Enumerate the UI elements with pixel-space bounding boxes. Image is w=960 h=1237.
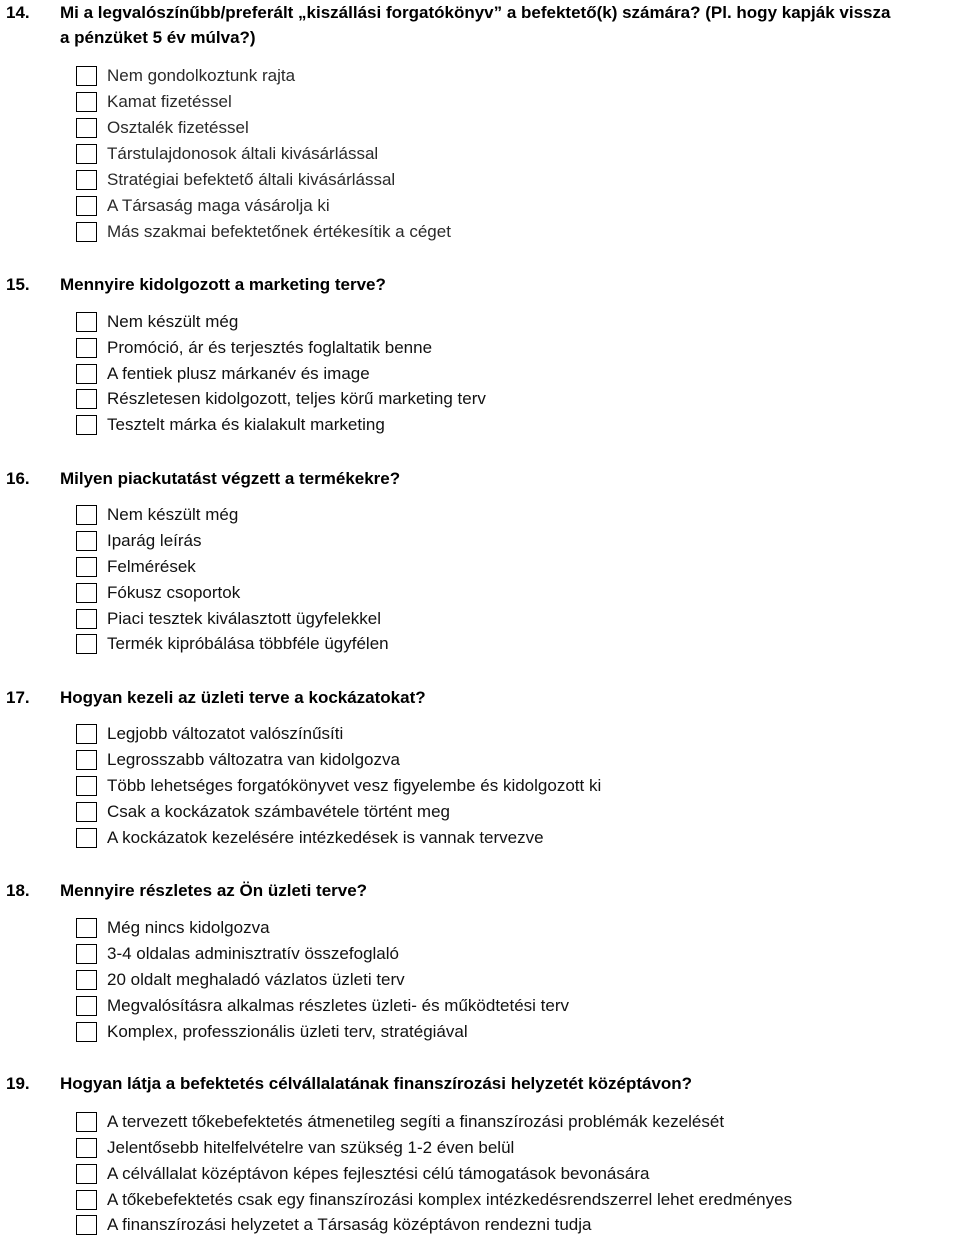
checkbox[interactable] [76,364,97,384]
option-item[interactable] [76,801,956,824]
option-item[interactable] [76,221,956,244]
option-label: Piaci tesztek kiválasztott ügyfelekkel [107,609,382,628]
checkbox[interactable] [76,338,97,358]
option-item[interactable] [76,582,956,605]
checkbox[interactable] [76,802,97,822]
option-label: Részletesen kidolgozott, teljes körű marketing terv [107,389,486,408]
option-label: 3-4 oldalas adminisztratív összefoglaló [107,944,399,963]
option-label: A tőkebefektetés csak egy finanszírozási komplex intézkedésrendszerrel lehet eredményes [107,1190,793,1209]
checkbox[interactable] [76,312,97,332]
option-label: Felmérések [107,557,196,576]
option-label: Jelentősebb hitelfelvételre van szükség 1-2 éven belül [107,1138,515,1157]
question-header [0,685,960,711]
question-19 [0,1071,960,1234]
checkbox[interactable] [76,776,97,796]
option-item[interactable] [76,608,956,631]
checkbox[interactable] [76,170,97,190]
checkbox[interactable] [76,1138,97,1158]
option-item[interactable] [76,723,956,746]
option-item[interactable] [76,1163,956,1186]
option-item[interactable] [76,530,956,553]
checkbox[interactable] [76,609,97,629]
option-item[interactable] [76,414,956,437]
question-14 [0,0,960,241]
option-item[interactable] [76,1189,956,1212]
option-label: Iparág leírás [107,531,202,550]
option-item[interactable] [76,633,956,656]
checkbox[interactable] [76,1190,97,1210]
checkbox[interactable] [76,92,97,112]
checkbox[interactable] [76,1164,97,1184]
option-item[interactable] [76,363,956,386]
question-15 [0,272,960,434]
option-label: Nem készült még [107,505,239,524]
option-label: Termék kipróbálása többféle ügyfélen [107,634,389,653]
option-label: 20 oldalt meghaladó vázlatos üzleti terv [107,970,405,989]
checkbox[interactable] [76,118,97,138]
option-item[interactable] [76,917,956,940]
question-number: 14. [6,3,30,22]
option-item[interactable] [76,943,956,966]
option-item[interactable] [76,995,956,1018]
question-title: Milyen piackutatást végzett a termékekre? [60,469,401,488]
option-label: Nem készült még [107,312,239,331]
option-item[interactable] [76,1214,956,1237]
option-item[interactable] [76,65,956,88]
checkbox[interactable] [76,1215,97,1235]
option-label: A kockázatok kezelésére intézkedések is vannak tervezve [107,828,544,847]
checkbox[interactable] [76,505,97,525]
checkbox[interactable] [76,531,97,551]
question-title: Hogyan látja a befektetés célvállalatának finanszírozási helyzetét középtávon? [60,1074,693,1093]
checkbox[interactable] [76,66,97,86]
option-label: Csak a kockázatok számbavétele történt meg [107,802,450,821]
option-label: Más szakmai befektetőnek értékesítik a céget [107,222,451,241]
question-number: 17. [6,688,30,707]
question-number: 16. [6,469,30,488]
option-label: Nem gondolkoztunk rajta [107,66,296,85]
option-item[interactable] [76,169,956,192]
question-title-continued: a pénzüket 5 év múlva?) [60,28,256,47]
checkbox[interactable] [76,918,97,938]
option-label: Tesztelt márka és kialakult marketing [107,415,385,434]
checkbox[interactable] [76,724,97,744]
checkbox[interactable] [76,944,97,964]
option-item[interactable] [76,311,956,334]
option-label: Fókusz csoportok [107,583,241,602]
question-title: Hogyan kezeli az üzleti terve a kockázatokat? [60,688,426,707]
checkbox[interactable] [76,1022,97,1042]
option-item[interactable] [76,556,956,579]
option-item[interactable] [76,827,956,850]
question-17 [0,685,960,847]
checkbox[interactable] [76,828,97,848]
question-number: 15. [6,275,30,294]
option-label: A fentiek plusz márkanév és image [107,364,370,383]
option-item[interactable] [76,775,956,798]
option-item[interactable] [76,1111,956,1134]
checkbox[interactable] [76,1112,97,1132]
checkbox[interactable] [76,144,97,164]
option-label: A Társaság maga vásárolja ki [107,196,330,215]
option-item[interactable] [76,1137,956,1160]
option-label: Több lehetséges forgatókönyvet vesz figyelembe és kidolgozott ki [107,776,602,795]
checkbox[interactable] [76,583,97,603]
question-number: 18. [6,881,30,900]
question-title: Mi a legvalószínűbb/preferált „kiszállási forgatókönyv” a befektető(k) számára? (Pl. hogy kapják vissza [60,3,891,22]
option-item[interactable] [76,195,956,218]
question-header [0,0,960,26]
checkbox[interactable] [76,750,97,770]
option-label: Osztalék fizetéssel [107,118,249,137]
question-number: 19. [6,1074,30,1093]
option-item[interactable] [76,117,956,140]
option-item[interactable] [76,388,956,411]
question-18 [0,878,960,1041]
question-title: Mennyire kidolgozott a marketing terve? [60,275,386,294]
option-item[interactable] [76,504,956,527]
option-item[interactable] [76,91,956,114]
option-item[interactable] [76,337,956,360]
option-label: A tervezett tőkebefektetés átmenetileg segíti a finanszírozási problémák kezelését [107,1112,725,1131]
option-label: Kamat fizetéssel [107,92,232,111]
option-label: A finanszírozási helyzetet a Társaság középtávon rendezni tudja [107,1215,592,1234]
question-header [0,466,960,492]
checkbox[interactable] [76,996,97,1016]
option-label: Társtulajdonosok általi kivásárlással [107,144,379,163]
question-header [0,1071,960,1097]
option-item[interactable] [76,969,956,992]
checkbox[interactable] [76,389,97,409]
option-item[interactable] [76,749,956,772]
option-label: A célvállalat középtávon képes fejlesztési célú támogatások bevonására [107,1164,650,1183]
checkbox[interactable] [76,970,97,990]
checkbox[interactable] [76,557,97,577]
checkbox[interactable] [76,634,97,654]
option-label: Legrosszabb változatra van kidolgozva [107,750,400,769]
option-item[interactable] [76,1021,956,1044]
question-title: Mennyire részletes az Ön üzleti terve? [60,881,368,900]
question-header [0,272,960,298]
option-label: Promóció, ár és terjesztés foglaltatik benne [107,338,433,357]
checkbox[interactable] [76,196,97,216]
option-item[interactable] [76,143,956,166]
question-16 [0,466,960,653]
option-label: Legjobb változatot valószínűsíti [107,724,344,743]
option-label: Még nincs kidolgozva [107,918,270,937]
checkbox[interactable] [76,415,97,435]
option-label: Megvalósításra alkalmas részletes üzleti- és működtetési terv [107,996,570,1015]
checkbox[interactable] [76,222,97,242]
option-label: Komplex, professzionális üzleti terv, stratégiával [107,1022,468,1041]
question-header [0,878,960,904]
option-label: Stratégiai befektető általi kivásárlással [107,170,396,189]
